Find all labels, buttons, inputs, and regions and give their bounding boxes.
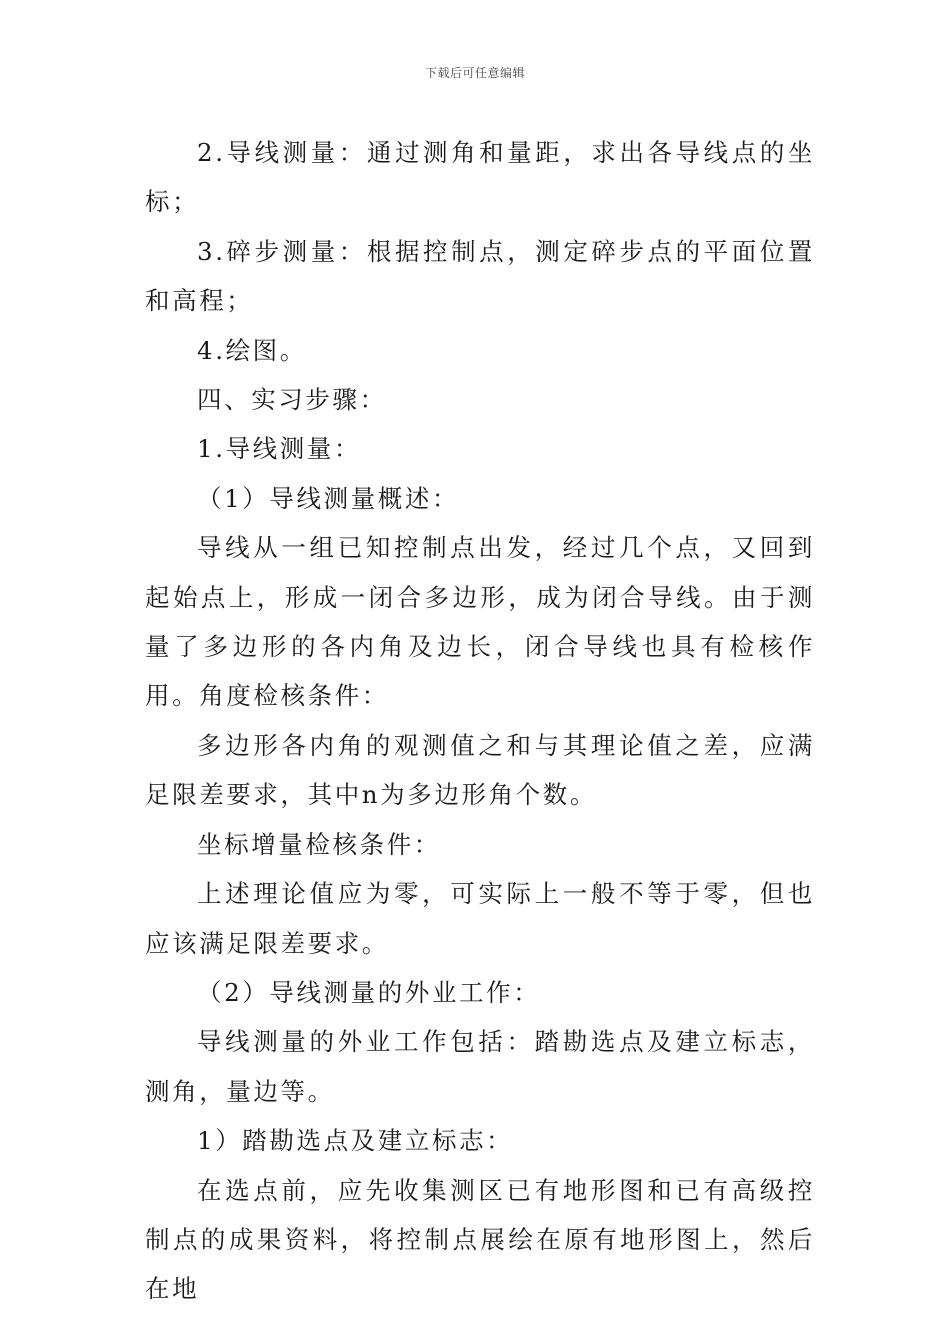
paragraph-field-work: 导线测量的外业工作包括：踏勘选点及建立标志，测角，量边等。: [145, 1027, 815, 1106]
page-header: 下载后可任意编辑: [424, 66, 525, 80]
paragraph-drawing-item: 4.绘图。: [197, 335, 307, 365]
paragraph-traverse-survey-item: 2.导线测量：通过测角和量距，求出各导线点的坐标；: [145, 138, 815, 217]
subheading-traverse-overview: （1）导线测量概述：: [197, 483, 460, 513]
paragraph-angle-check: 多边形各内角的观测值之和与其理论值之差，应满足限差要求，其中n为多边形角个数。: [145, 730, 815, 810]
paragraph-detail-survey-item: 3.碎步测量：根据控制点，测定碎步点的平面位置和高程；: [145, 236, 815, 316]
subheading-site-selection: 1）踏勘选点及建立标志：: [197, 1126, 514, 1156]
section-heading-steps: 四、实习步骤：: [197, 385, 387, 415]
paragraph-site-selection: 在选点前，应先收集测区已有地形图和已有高级控制点的成果资料，将控制点展绘在原有地形图上，然后在地: [145, 1175, 815, 1304]
paragraph-coordinate-check: 上述理论值应为零，可实际上一般不等于零，但也应该满足限差要求。: [145, 879, 815, 958]
subheading-traverse-survey: 1.导线测量：: [197, 434, 362, 464]
subheading-field-work: （2）导线测量的外业工作：: [197, 977, 541, 1007]
document-body: [145, 128, 815, 1314]
paragraph-closed-traverse: 导线从一组已知控制点出发，经过几个点，又回到起始点上，形成一闭合多边形，成为闭合导线。由于测量了多边形的各内角及边长，闭合导线也具有检核作用。角度检核条件：: [145, 533, 815, 711]
paragraph-coordinate-check-heading: 坐标增量检核条件：: [197, 829, 441, 859]
